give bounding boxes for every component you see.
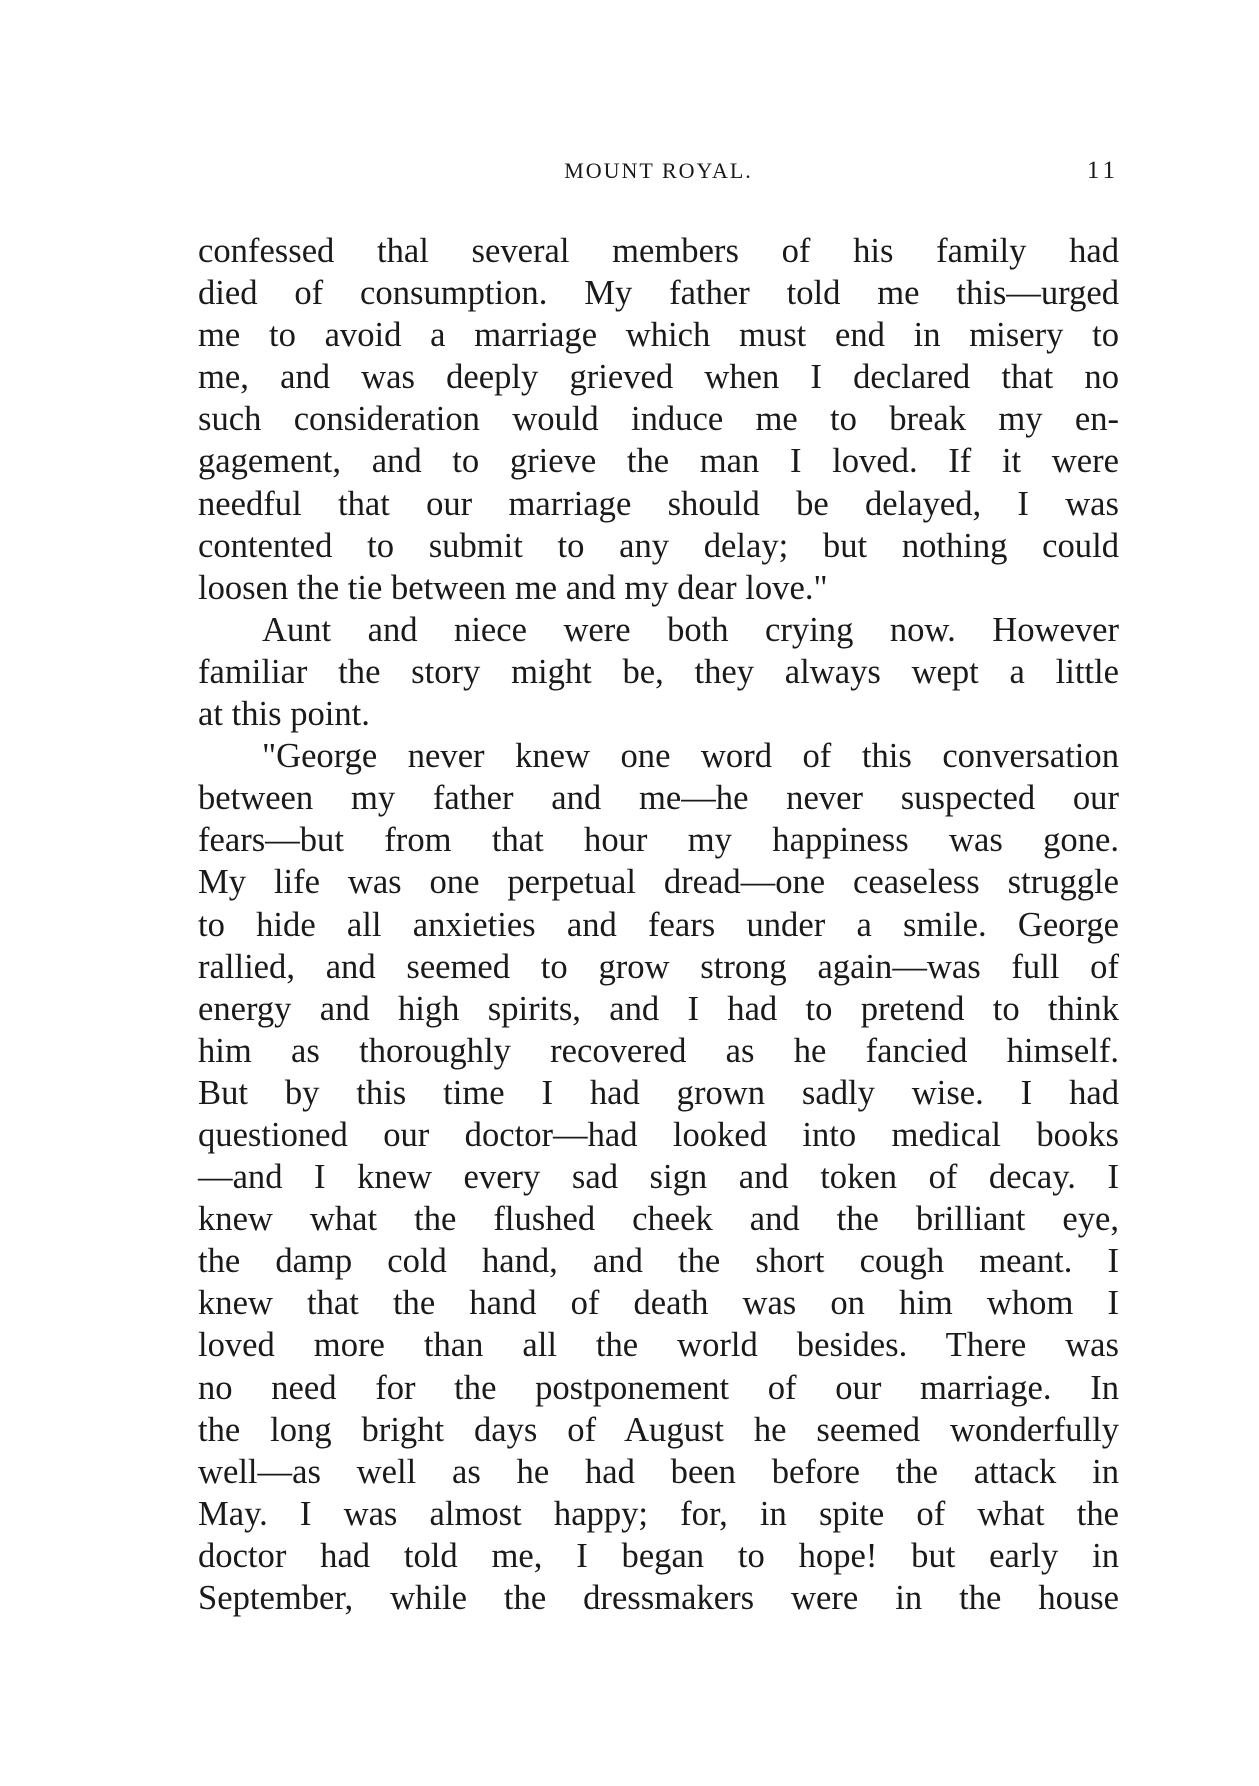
text-line: knew that the hand of death was on him whom I <box>198 1284 1119 1323</box>
text-line: Aunt and niece were both crying now. However <box>262 610 1119 649</box>
text-line: contented to submit to any delay; but nothing could <box>198 526 1119 565</box>
page-number: 11 <box>1086 157 1119 184</box>
text-line: the long bright days of August he seemed wonderfully <box>198 1410 1119 1449</box>
text-line: But by this time I had grown sadly wise. I had <box>198 1073 1119 1112</box>
text-line: doctor had told me, I began to hope! but early in <box>198 1536 1119 1575</box>
text-line: familiar the story might be, they always wept a little <box>198 652 1119 691</box>
text-line: me to avoid a marriage which must end in misery to <box>198 316 1119 355</box>
text-line: needful that our marriage should be delayed, I was <box>198 484 1119 523</box>
text-line: him as thoroughly recovered as he fancied himself. <box>198 1031 1119 1070</box>
text-line: no need for the postponement of our marriage. In <box>198 1368 1119 1407</box>
text-line: September, while the dressmakers were in the house <box>198 1579 1119 1617</box>
text-line: gagement, and to grieve the man I loved. If it were <box>198 442 1119 481</box>
text-line: energy and high spirits, and I had to pretend to think <box>198 989 1119 1028</box>
text-line: My life was one perpetual dread—one ceaseless struggle <box>198 863 1119 902</box>
text-line: well—as well as he had been before the attack in <box>198 1452 1119 1491</box>
text-line: at this point. <box>198 695 370 734</box>
text-line: "George never knew one word of this conversation <box>262 737 1119 776</box>
body-text <box>198 230 1119 1619</box>
text-line: died of consumption. My father told me this—urged <box>198 274 1119 313</box>
text-line: —and I knew every sad sign and token of decay. I <box>198 1158 1119 1197</box>
text-line: fears—but from that hour my happiness was gone. <box>198 821 1119 860</box>
text-line: the damp cold hand, and the short cough meant. I <box>198 1242 1119 1281</box>
text-line: May. I was almost happy; for, in spite of what the <box>198 1494 1119 1533</box>
running-head <box>198 156 1119 186</box>
text-line: rallied, and seemed to grow strong again—was full of <box>198 947 1119 986</box>
text-line: such consideration would induce me to break my en- <box>198 400 1119 439</box>
running-title: MOUNT ROYAL. <box>564 158 753 183</box>
text-line: between my father and me—he never suspected our <box>198 779 1119 818</box>
text-line: loosen the tie between me and my dear love." <box>198 568 828 607</box>
text-line: confessed thal several members of his family had <box>198 232 1119 270</box>
text-line: knew what the flushed cheek and the brilliant eye, <box>198 1200 1119 1239</box>
text-line: me, and was deeply grieved when I declared that no <box>198 358 1119 397</box>
text-line: questioned our doctor—had looked into medical books <box>198 1115 1119 1154</box>
text-line: loved more than all the world besides. There was <box>198 1326 1119 1365</box>
text-line: to hide all anxieties and fears under a smile. George <box>198 905 1119 944</box>
